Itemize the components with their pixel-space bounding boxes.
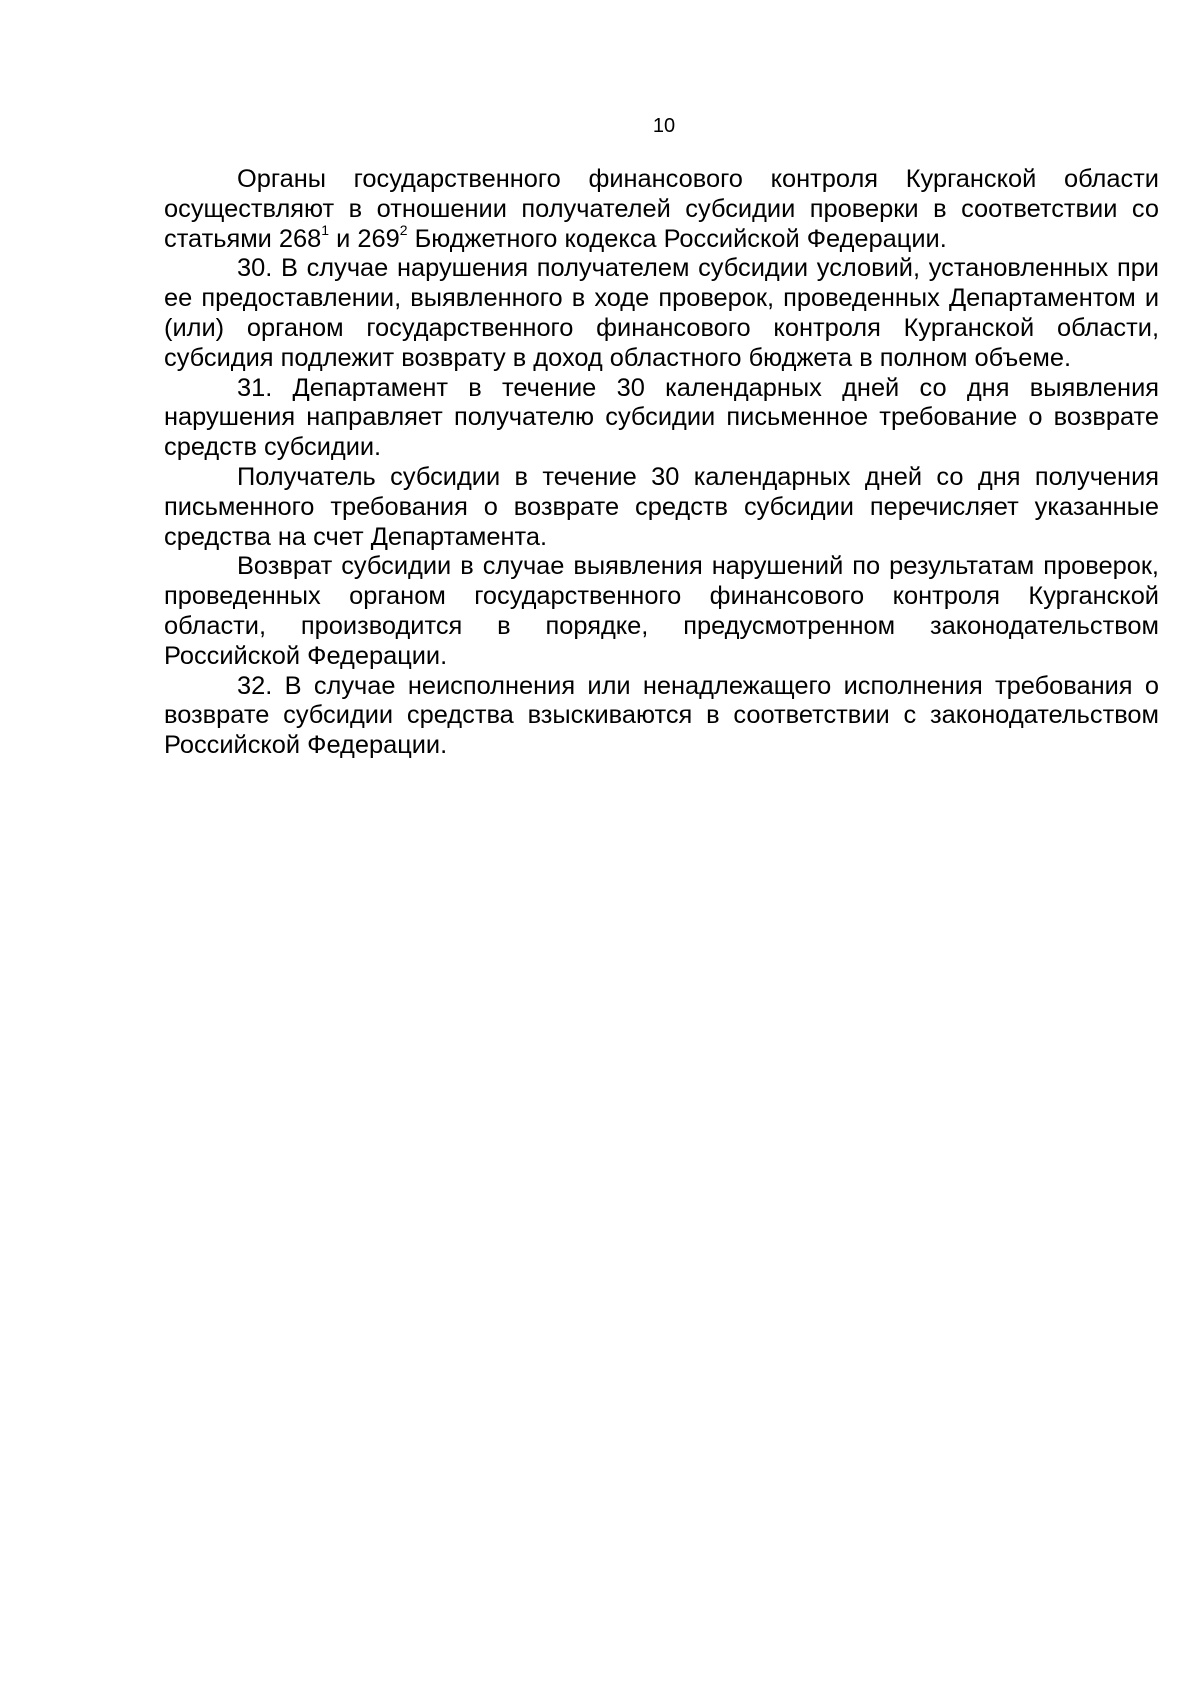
paragraph-subsidy-return: Возврат субсидии в случае выявления нарушений по результатам проверок, проведенных органом государственного финансового контроля Курганской области, производится в порядке, предусмотренном законодательством Российской Федерации. [164,552,1159,670]
superscript-1: 1 [321,222,330,239]
paragraph-text: Органы государственного финансового контроля Курганской области осуществляют в отношении получателей субсидии проверки в соответствии со статьями 268 [164,165,1159,253]
paragraph-state-financial-control [164,165,1159,254]
paragraph-text: и 269 [329,224,400,253]
paragraph-item-31: 31. Департамент в течение 30 календарных дней со дня выявления нарушения направляет получателю субсидии письменное требование о возврате средств субсидии. [164,373,1159,462]
paragraph-item-32: 32. В случае неисполнения или ненадлежащего исполнения требования о возврате субсидии средства взыскиваются в соответствии с законодательством Российской Федерации. [164,671,1159,760]
document-body [164,165,1159,761]
superscript-2: 2 [399,222,408,239]
paragraph-recipient-return: Получатель субсидии в течение 30 календарных дней со дня получения письменного требования о возврате средств субсидии перечисляет указанные средства на счет Департамента. [164,462,1159,551]
page-number: 10 [652,115,676,137]
paragraph-text: Бюджетного кодекса Российской Федерации. [407,224,947,253]
paragraph-item-30: 30. В случае нарушения получателем субсидии условий, установленных при ее предоставлении, выявленного в ходе проверок, проведенных Департаментом и (или) органом государственного финансового контроля Курганской области, субсидия подлежит возврату в доход областного бюджета в полном объеме. [164,254,1159,372]
